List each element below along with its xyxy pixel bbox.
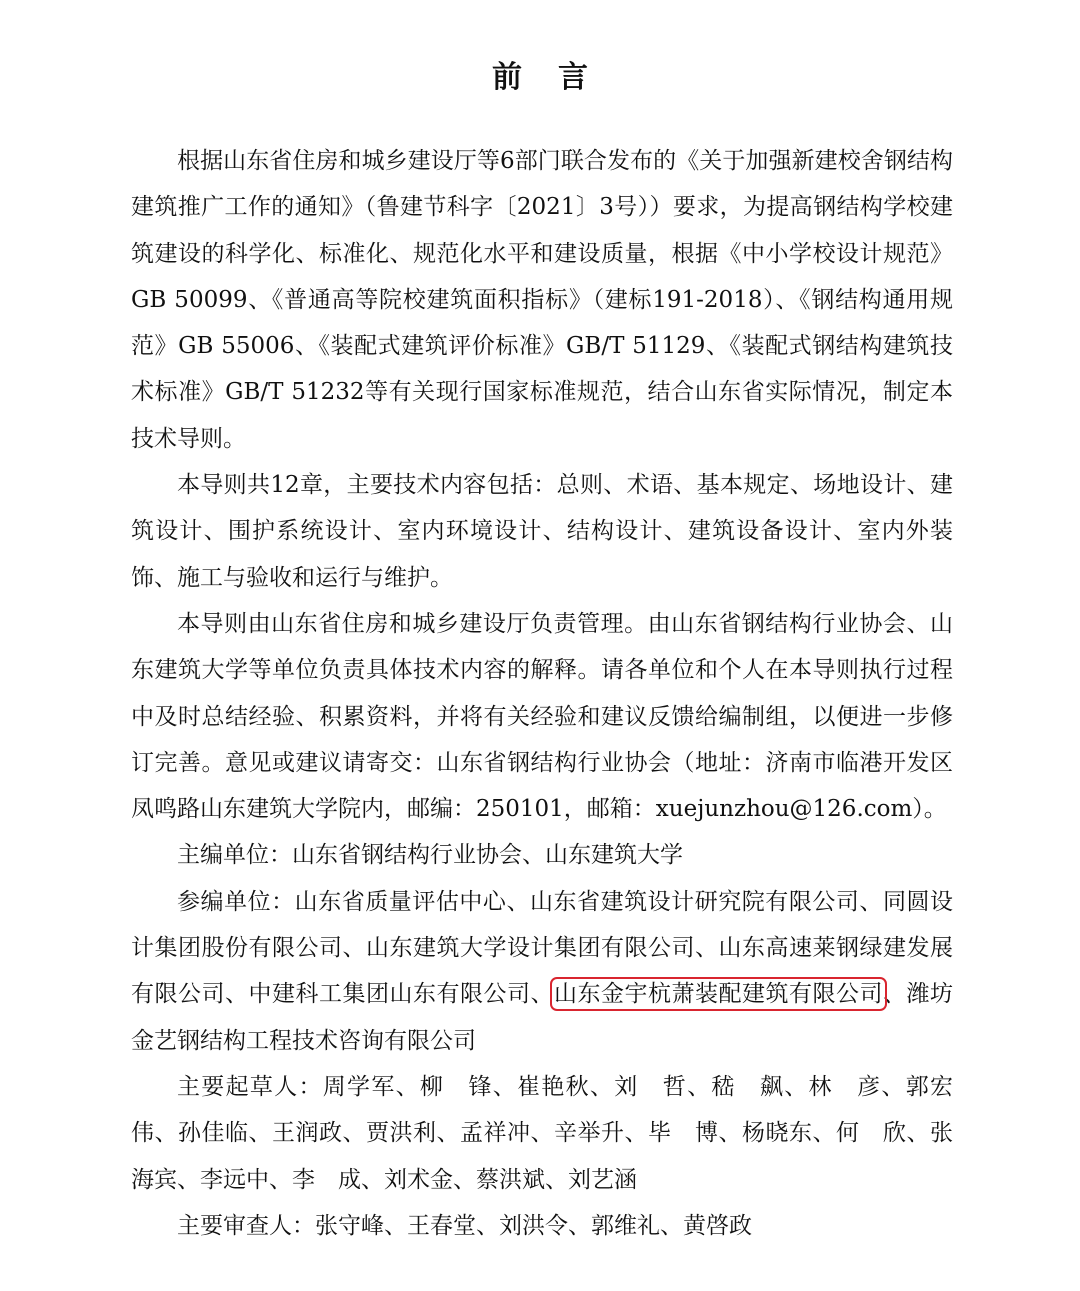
paragraph-drafters: 主要起草人：周学军、柳 锋、崔艳秋、刘 哲、嵇 飙、林 彦、郭宏伟、孙佳临、王润政、贾洪利、孟祥冲、辛举升、毕 博、杨晓东、何 欣、张海宾、李远中、李 成、刘术金、蔡洪斌、刘艺涵 [131, 1073, 953, 1193]
page-title: 前言 [492, 60, 624, 95]
paragraph-background: 根据山东省住房和城乡建设厅等6部门联合发布的《关于加强新建校舍钢结构建筑推广工作的通知》（鲁建节科字〔2021〕3号））要求，为提高钢结构学校建筑建设的科学化、标准化、规范化水平和建设质量，根据《中小学校设计规范》GB 50099、《普通高等院校建筑面积指标》（建标191-2018）、《钢结构通用规范》GB 55006、《装配式建筑评价标准》GB/T 51129、《装配式钢结构建筑技术标准》GB/T 51232等有关现行国家标准规范，结合山东省实际情况，制定本技术导则。 [131, 148, 953, 452]
participating-units-text: 参编单位：山东省质量评估中心、山东省建筑设计研究院有限公司、同圆设计集团股份有限公司、山东建筑大学设计集团有限公司、山东高速莱钢绿建发展有限公司、中建科工集团山东有限公司、 [131, 888, 953, 1008]
highlighted-company: 山东金宇杭萧装配建筑有限公司 [554, 981, 883, 1008]
paragraph-contents: 本导则共12章，主要技术内容包括：总则、术语、基本规定、场地设计、建筑设计、围护系统设计、室内环境设计、结构设计、建筑设备设计、室内外装饰、施工与验收和运行与维护。 [131, 472, 953, 591]
paragraph-reviewers: 主要审查人：张守峰、王春堂、刘洪令、郭维礼、黄啓政 [177, 1212, 752, 1239]
paragraph-management: 本导则由山东省住房和城乡建设厅负责管理。由山东省钢结构行业协会、山东建筑大学等单位负责具体技术内容的解释。请各单位和个人在本导则执行过程中及时总结经验、积累资料，并将有关经验和建议反馈给编制组，以便进一步修订完善。意见或建议请寄交：山东省钢结构行业协会（地址：济南市临港开发区凤鸣路山东建筑大学院内，邮编：250101，邮箱：xuejunzhou@126.com）。 [131, 610, 953, 823]
participating-units-text-end: 、潍坊金艺钢结构工程技术咨询有限公司 [131, 981, 953, 1054]
document-body [131, 138, 953, 1249]
paragraph-chief-editors: 主编单位：山东省钢结构行业协会、山东建筑大学 [177, 842, 683, 869]
paragraph-participating-units [131, 879, 953, 1064]
